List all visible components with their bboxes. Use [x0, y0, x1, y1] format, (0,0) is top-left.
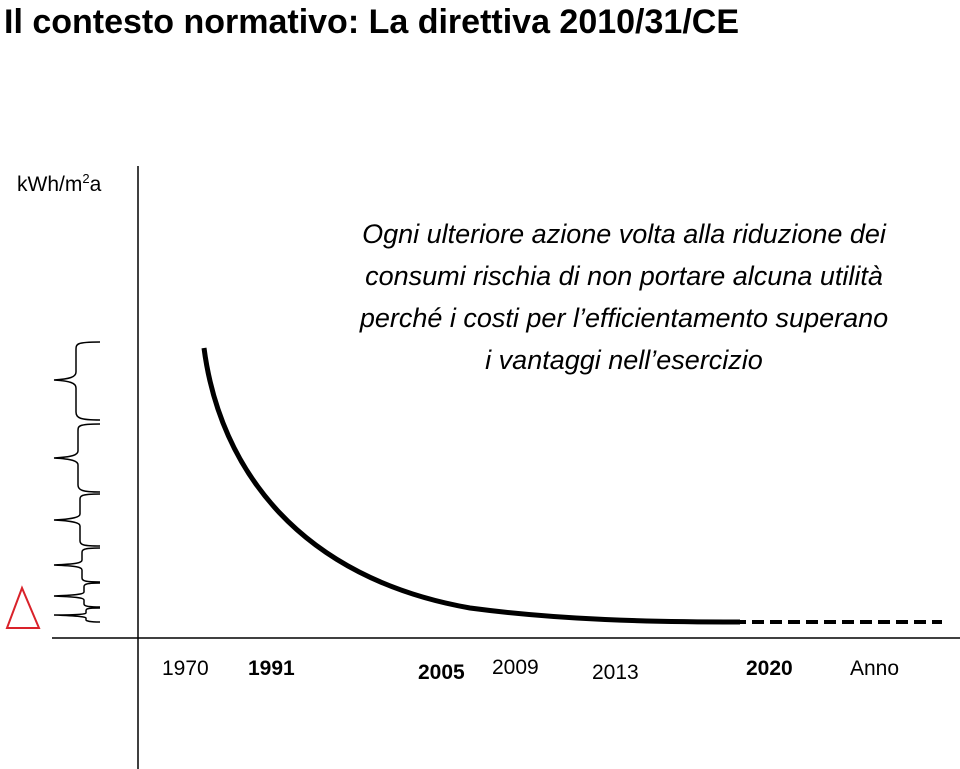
- x-tick-1991: 1991: [248, 657, 295, 680]
- brace-2: [54, 424, 100, 492]
- interval-braces: [54, 342, 100, 622]
- y-unit-exponent: 2: [82, 171, 90, 186]
- brace-6: [54, 608, 100, 622]
- y-unit-suffix: a: [89, 173, 102, 196]
- brace-1: [54, 342, 100, 420]
- x-tick-2020: 2020: [746, 657, 793, 680]
- slide-title: Il contesto normativo: La direttiva 2010/31/CE: [4, 3, 740, 41]
- x-tick-1970: 1970: [162, 657, 209, 680]
- x-axis-label: Anno: [850, 657, 900, 680]
- x-tick-2009: 2009: [492, 656, 539, 679]
- x-tick-2013: 2013: [592, 661, 639, 684]
- y-unit-base: kWh/m: [17, 173, 83, 196]
- annotation-line-2: consumi rischia di non portare alcuna utilità: [365, 261, 883, 291]
- brace-3: [54, 494, 100, 546]
- brace-4: [54, 548, 100, 582]
- annotation-line-4: i vantaggi nell’esercizio: [485, 345, 763, 375]
- energy-consumption-curve: [204, 348, 740, 622]
- brace-5: [54, 583, 100, 607]
- annotation-line-1: Ogni ulteriore azione volta alla riduzione dei: [362, 219, 886, 249]
- annotation-line-3: perché i costi per l’efficientamento superano: [359, 303, 889, 333]
- warning-triangle-icon: [7, 588, 39, 628]
- x-tick-2005: 2005: [418, 661, 465, 684]
